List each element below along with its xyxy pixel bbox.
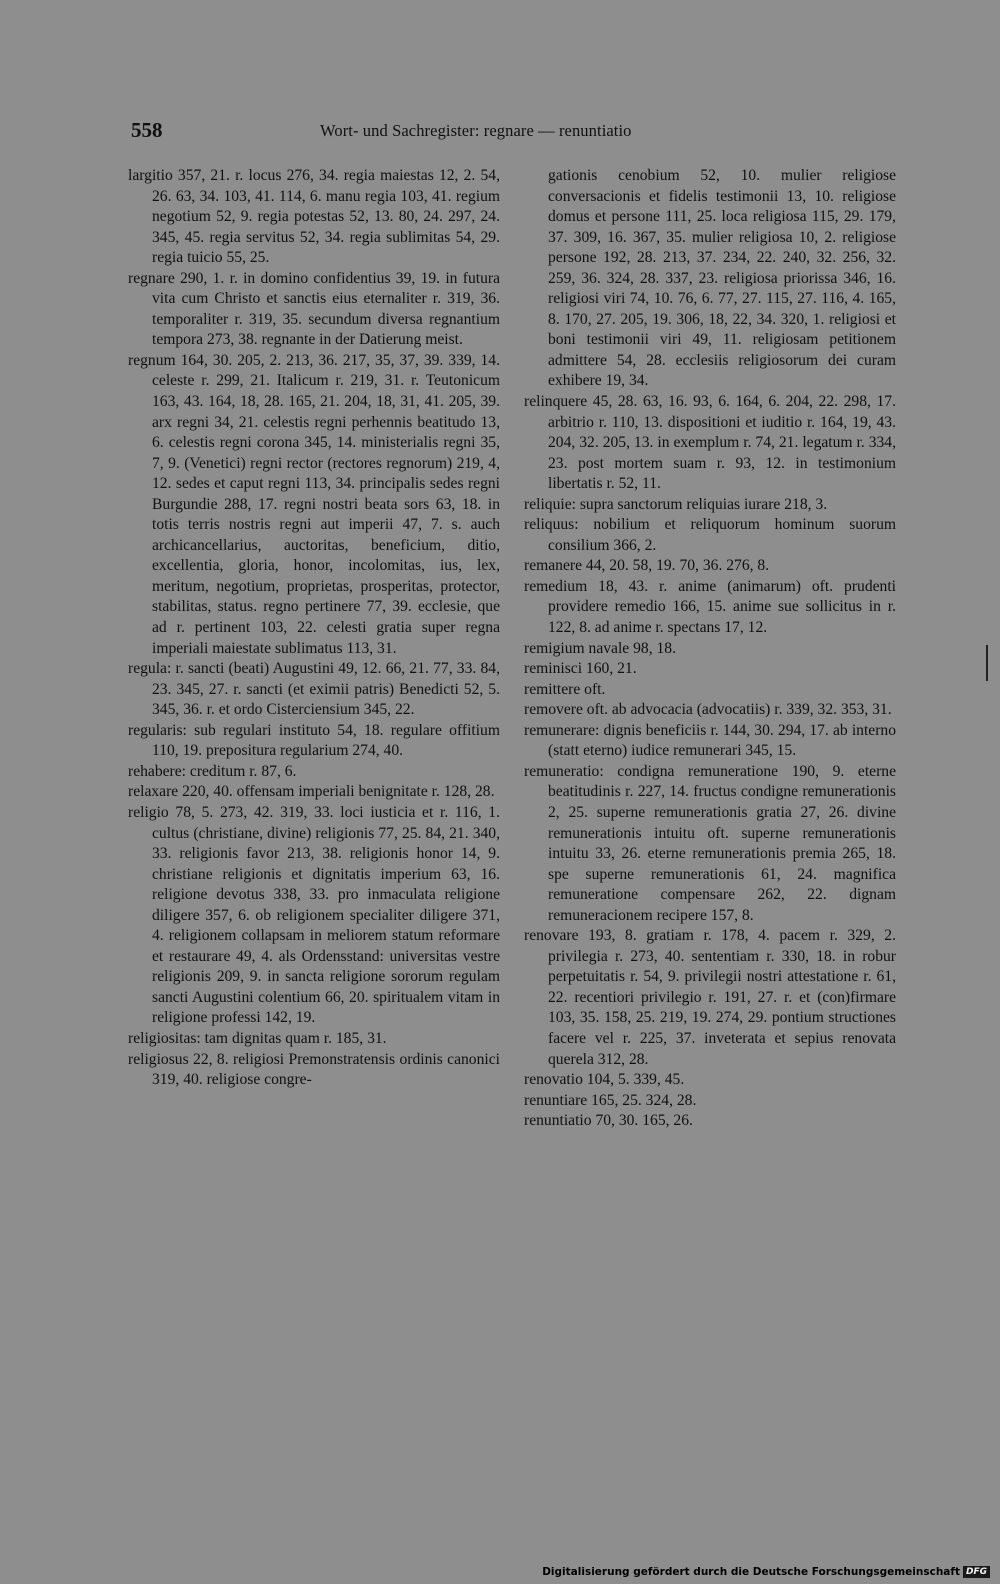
index-entry: relaxare 220, 40. offensam imperiali benignitate r. 128, 28. [128,783,495,801]
index-entry: largitio 357, 21. r. locus 276, 34. regia maiestas 12, 2. 54, 26. 63, 34. 103, 41. 114, 6. manu regia 103, 41. regium negotium 52, 9. regia potestas 52, 13. 80, 24. 297, 24. 345, 45. regia servitus 52, 34. regia sublimitas 54, 29. regia tuicio 55, 25. [128,167,500,267]
index-column-left [128,166,500,1091]
index-entry: regnum 164, 30. 205, 2. 213, 36. 217, 35, 37, 39. 339, 14. celeste r. 299, 21. Italicum r. 219, 31. r. Teutonicum 163, 43. 164, 18, 28. 165, 21. 204, 18, 31, 41. 205, 39. arx regni 34, 21. celestis regni perhennis beatitudo 13, 6. celestis regni corona 345, 14. ministerialis regni 35, 7, 9. (Venetici) regni rector (rectores regnorum) 219, 4, 12. sedes et caput regni 113, 34. principalis sedes regni Burgundie 288, 17. regni nostri beata sors 63, 18. in totis terris nostris regni aut imperii 47, 7. s. auch archicancellarius, auctoritas, beneficium, ditio, excellentia, gloria, honor, incolomitas, ius, lex, meritum, negotium, proprietas, prosperitas, protector, stabilitas, status. regno pertinere 77, 39. ecclesie, que ad r. pertinent 103, 22. celesti gratia super regna imperiali maiestate sublimatus 113, 31. [128,351,500,657]
dfg-logo: DFG [963,1566,990,1578]
index-entry: religiosus 22, 8. religiosi Premonstratensis ordinis canonici 319, 40. religiose congre- [128,1050,500,1089]
running-title: Wort- und Sachregister: regnare — renuntiatio [320,121,632,140]
page-number: 558 [131,118,163,142]
index-entry: rehabere: creditum r. 87, 6. [128,762,297,780]
index-entry: remedium 18, 43. r. anime (animarum) oft. prudenti providere remedio 166, 15. anime sue sollicitus in r. 122, 8. ad anime r. spectans 17, 12. [524,577,896,637]
index-entry: reliquus: nobilium et reliquorum hominum suorum consilium 366, 2. [524,516,896,554]
index-entry: religio 78, 5. 273, 42. 319, 33. loci iusticia et r. 116, 1. cultus (christiane, divine) religionis 77, 25. 84, 21. 340, 33. religionis favor 213, 38. religionis honor 14, 9. christiane religionis et dignitatis imperium 63, 16. religione devotus 338, 33. pro inmaculata religione diligere 357, 6. ob religionem specialiter diligere 371, 4. religionem collapsam in meliorem statum reformare et restaurare 49, 4. als Ordensstand: universitas vestre religionis 209, 9. in sancta religione sororum regulam sancti Augustini colentium 66, 20. spiritualem vitam in religione professi 142, 19. [128,803,500,1027]
index-entry: remuneratio: condigna remuneratione 190, 9. eterne beatitudinis r. 227, 14. fructus condigne remunerationis 2, 25. superne remunerationis gratia 27, 26. divine remunerationis intuitu oft. superne remunerationis intuitu 33, 26. eterne remunerationis premia 265, 18. spe superne remunerationis 61, 24. magnifica remuneratione compensare 262, 22. dignam remuneracionem recipere 157, 8. [524,762,896,924]
index-entry: religiositas: tam dignitas quam r. 185, 31. [128,1029,387,1047]
index-entry: relinquere 45, 28. 63, 16. 93, 6. 164, 6. 204, 22. 298, 17. arbitrio r. 110, 13. dispositioni et iuditio r. 164, 19, 43. 204, 32. 205, 13. in exemplum r. 74, 21. legatum r. 334, 23. post mortem suam r. 93, 12. in testimonium libertatis r. 52, 11. [524,393,896,493]
index-entry: remunerare: dignis beneficiis r. 144, 30. 294, 17. ab interno (statt eterno) iudice remunerari 345, 15. [524,721,896,760]
footer-credit [542,1566,990,1578]
index-entry: remanere 44, 20. 58, 19. 70, 36. 276, 8. [524,557,770,575]
index-entry: reminisci 160, 21. [524,660,637,678]
index-entry: renuntiare 165, 25. 324, 28. [524,1091,697,1109]
index-entry: removere oft. ab advocacia (advocatiis) r. 339, 32. 353, 31. [524,701,892,719]
index-entry: renovare 193, 8. gratiam r. 178, 4. pacem r. 329, 2. privilegia r. 273, 40. sententiam r. 330, 18. in robur perpetuitatis r. 54, 9. privilegii nostri attestatione r. 61, 22. recentiori privilegio r. 191, 27. r. et (con)firmare 103, 35. 158, 25. 219, 19. 274, 29. pontium structiones facere vel r. 225, 37. inveterata et sepius renovata querela 312, 28. [524,927,896,1068]
index-entry: regnare 290, 1. r. in domino confidentius 39, 19. in futura vita cum Christo et sanctis eius eternaliter r. 319, 36. temporaliter r. 319, 35. secundum diversa regnantium tempora 273, 38. regnante in der Datierung meist. [128,269,500,349]
index-entry-continuation: gationis cenobium 52, 10. mulier religiose conversacionis et fidelis testimonii 13, 10. religiose domus et persone 111, 25. loca religiosa 115, 29. 179, 37. 309, 16. 367, 35. mulier religiosa 10, 2. religiose persone 192, 28. 213, 37. 234, 22. 240, 32. 256, 32. 259, 36. 324, 28. 337, 23. religiosa priorissa 346, 16. religiosi viri 74, 10. 76, 6. 77, 27. 115, 27. 116, 4. 165, 8. 170, 27. 205, 19. 306, 18, 22, 34. 320, 1. religiosi et boni testimonii viri 49, 11. religiosam petitionem admittere 54, 28. ecclesiis religiosorum dei curam exhibere 19, 34. [548,167,896,390]
footer-credit-text: Digitalisierung gefördert durch die Deutsche Forschungsgemeinschaft [542,1566,960,1578]
index-entry: regularis: sub regulari instituto 54, 18. regulare offitium 110, 19. prepositura regularium 274, 40. [128,721,500,760]
index-entry: remittere oft. [524,680,606,698]
index-column-right [524,166,896,1132]
index-entry: renovatio 104, 5. 339, 45. [524,1071,685,1089]
index-entry: remigium navale 98, 18. [524,639,677,657]
index-entry: reliquie: supra sanctorum reliquias iurare 218, 3. [524,495,828,513]
index-entry: renuntiatio 70, 30. 165, 26. [524,1112,693,1130]
scan-edge-mark [986,645,988,681]
index-entry: regula: r. sancti (beati) Augustini 49, 12. 66, 21. 77, 33. 84, 23. 345, 27. r. sancti (et eximii patris) Benedicti 52, 5. 345, 36. r. et ordo Cisterciensium 345, 22. [128,660,500,719]
